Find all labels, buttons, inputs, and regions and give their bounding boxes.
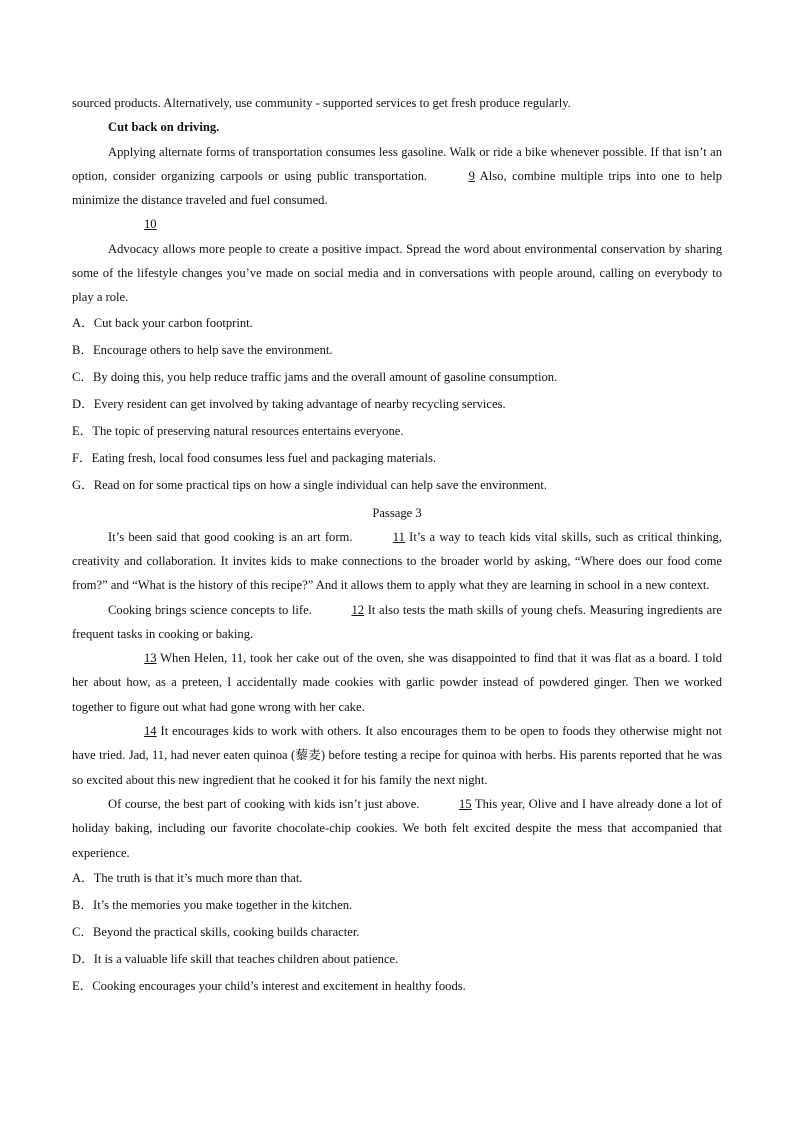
document-content [72,91,722,1000]
blank-9: 9 [468,168,475,183]
option-a: A．Cut back your carbon footprint. [72,315,253,330]
paragraph-advocacy: Advocacy allows more people to create a positive impact. Spread the word about environmental conservation by sharing some of the lifestyle changes you’ve made on social media and in conversations with people around, calling on everybody to play a role. [72,241,722,305]
option-b: B．Encourage others to help save the environment. [72,342,333,357]
paragraph-5 [72,792,722,865]
option-c: C．By doing this, you help reduce traffic jams and the overall amount of gasoline consumption. [72,369,558,384]
passage3-options [72,865,722,1000]
paragraph-2 [72,598,722,647]
continued-line: sourced products. Alternatively, use community - supported services to get fresh produce regularly. [72,96,571,110]
option-e: E．Cooking encourages your child’s interest and excitement in healthy foods. [72,978,466,993]
paragraph-text: It also tests the math skills of young chefs. Measuring ingredients are frequent tasks in cooking or baking. [72,602,722,641]
option-a: A．The truth is that it’s much more than that. [72,870,303,885]
paragraph-text: It encourages kids to work with others. It also encourages them to be open to foods they otherwise might not have tried. Jad, 11, had never eaten quinoa (藜麦) before testing a recipe for quinoa with herbs. His parents reported that he was so excited about this new ingredient that he cooked it for his family the next night. [72,724,722,787]
paragraph-text: Cooking brings science concepts to life. [108,602,316,617]
section-heading-driving: Cut back on driving. [108,120,220,135]
blank-15: 15 [459,796,472,811]
option-d: D．It is a valuable life skill that teaches children about patience. [72,951,399,966]
passage-title: Passage 3 [372,505,422,520]
passage2-options [72,310,722,499]
paragraph-text: Also, combine multiple trips into one to help minimize the distance traveled and fuel consumed. [72,168,722,208]
option-c: C．Beyond the practical skills, cooking builds character. [72,924,360,939]
blank-14: 14 [144,724,157,739]
paragraph-text: Of course, the best part of cooking with kids isn’t just above. [108,796,423,811]
paragraph-text: It’s a way to teach kids vital skills, such as critical thinking, creativity and collaboration. It invites kids to make connections to the broader world by asking, “Where does our food come from?” and “What is the history of this recipe?” And it allows them to apply what they are learning in school in a new context. [72,529,722,593]
paragraph-text: Applying alternate forms of transportation consumes less gasoline. Walk or ride a bike whenever possible. If that isn’t an option, consider organizing carpools or using public transportation. [72,144,722,183]
paragraph-driving [72,140,722,213]
blank-13: 13 [144,651,157,666]
paragraph-3 [72,646,722,719]
option-f: F．Eating fresh, local food consumes less fuel and packaging materials. [72,450,437,465]
option-d: D．Every resident can get involved by taking advantage of nearby recycling services. [72,396,506,411]
paragraph-text: When Helen, 11, took her cake out of the oven, she was disappointed to find that it was flat as a board. I told her about how, as a preteen, I accidentally made cookies with garlic powder instead of powdered ginger. Then we worked together to figure out what had gone wrong with her cake. [72,651,722,714]
blank-11: 11 [392,529,405,544]
blank-12: 12 [351,602,365,617]
paragraph-4 [72,719,722,792]
paragraph-text: It’s been said that good cooking is an art form. [108,529,357,544]
paragraph-text: This year, Olive and I have already done a lot of holiday baking, including our favorite chocolate-chip cookies. We both felt excited despite the mess that accompanied that experience. [72,796,722,860]
heading-blank-10-line [72,212,722,236]
option-b: B．It’s the memories you make together in the kitchen. [72,897,353,912]
paragraph-1 [72,525,722,598]
option-g: G．Read on for some practical tips on how a single individual can help save the environment. [72,477,547,492]
option-e: E．The topic of preserving natural resources entertains everyone. [72,423,404,438]
blank-10: 10 [144,217,157,232]
